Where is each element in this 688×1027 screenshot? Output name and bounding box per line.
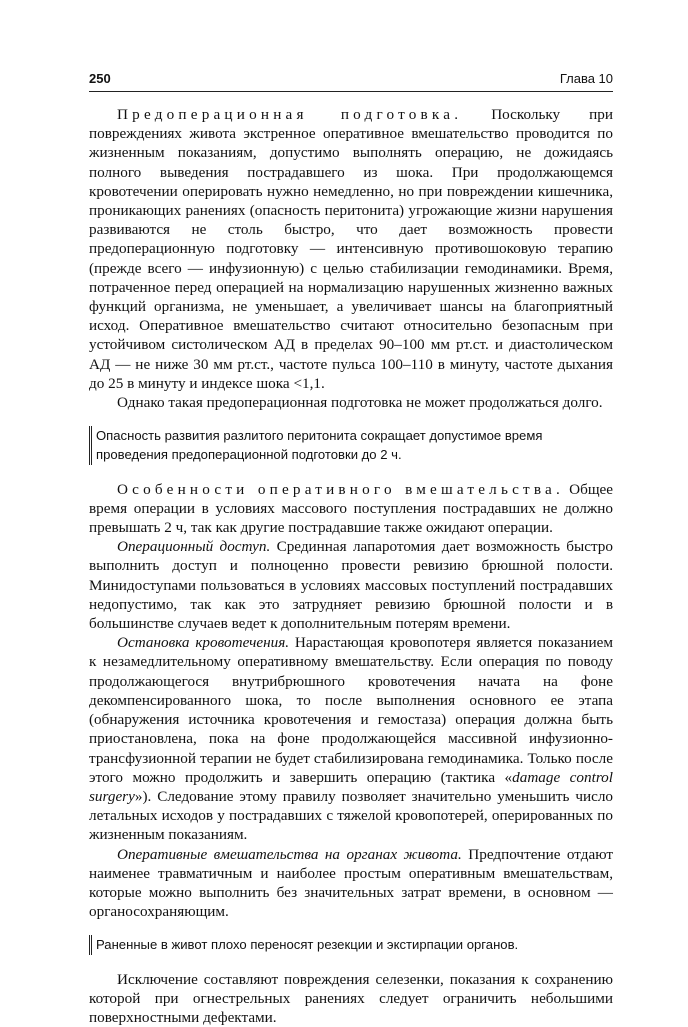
- paragraph-features: [89, 480, 613, 538]
- paragraph-text: Срединная лапаротомия дает возможность быстро выполнить доступ и полноценно провести ревизию брюшной полости. Минидоступами пользоваться в условиях массовых поступлений пострадавших недопустимо, так как это затрудняет ревизию брюшной полости и в большинстве случаев ведет к дополнительным потерям времени.: [89, 538, 613, 633]
- subheading-bleeding: Остановка кровотечения.: [117, 634, 290, 652]
- paragraph-bleeding: [89, 633, 613, 844]
- paragraph-access: [89, 537, 613, 633]
- subheading-organs: Оперативные вмешательства на органах живота.: [117, 845, 462, 863]
- term-damage-control: damage control surgery: [89, 768, 613, 805]
- paragraph-spleen: Исключение составляют повреждения селезенки, показания к сохранению которой при огнестрельных ранениях следует ограничить небольшими поверхностными дефектами.: [89, 970, 613, 1026]
- paragraph-text: Поскольку при повреждениях живота экстренное оперативное вмешательство проводится по жизненным показаниям, допустимо выполнять операцию, не дожидаясь полного выведения пострадавшего из шока. При продолжающемся кровотечении оперировать нужно немедленно, но при повреждении кишечника, проникающих ранениях (опасность перитонита) угрожающие жизни нарушения развиваются не столь быстро, что дает возможность провести предоперационную подготовку — интенсивную противошоковую терапию (прежде всего — инфузионную) с целью стабилизации гемодинамики. Время, потраченное перед операцией на нормализацию нарушенных жизненно важных функций организма, не уменьшает, а увеличивает шансы на благоприятный исход. Оперативное вмешательство считают относительно безопасным при устойчивом систолическом АД в пределах 90–100 мм рт.ст. и диастолическом АД — не ниже 30 мм рт.ст., частоте пульса 100–110 в минуту, частоте дыхания до 25 в минуту и индексе шока <1,1.: [89, 106, 613, 392]
- page-number: 250: [89, 71, 111, 86]
- paragraph-text: Нарастающая кровопотеря является показанием к незамедлительному оперативному вмешательству. Если операция по поводу продолжающегося внутрибрюшного кровотечения начата на фоне декомпенсированного шока, то после выполнения основного ее этапа (обнаружения источника кровотечения и гемостаза) операция должна быть приостановлена, пока на фоне продолжающейся массивной инфузионно-трансфузионной терапии не будет стабилизирована гемодинамика. Только после этого можно продолжить и завершить операцию (тактика «: [89, 634, 613, 786]
- paragraph-organs: [89, 845, 613, 922]
- page-header: [89, 71, 613, 89]
- subheading-access: Операционный доступ.: [117, 538, 271, 556]
- header-rule: [89, 91, 613, 92]
- paragraph-limit: Однако такая предоперационная подготовка не может продолжаться долго.: [117, 394, 603, 412]
- callout-note: Раненные в живот плохо переносят резекции и экстирпации органов.: [89, 935, 613, 954]
- chapter-title: Глава 10: [559, 71, 613, 86]
- page-body: [89, 105, 613, 1027]
- section-lead-features: Особенности оперативного вмешательства.: [117, 480, 564, 498]
- paragraph-text: »). Следование этому правилу позволяет значительно уменьшить число летальных исходов у пострадавших с тяжелой кровопотерей, оперированных по жизненным показаниям.: [89, 787, 613, 844]
- paragraph-text: Предпочтение отдают наименее травматичным и наиболее простым оперативным вмешательствам, которые можно выполнить без значительных затрат времени, в основном — органосохраняющим.: [89, 845, 613, 921]
- paragraph-text: Общее время операции в условиях массового поступления пострадавших не должно превышать 2 ч, так как другие пострадавшие также ожидают операции.: [89, 480, 614, 537]
- paragraph-preop: [89, 105, 613, 393]
- section-lead-preop: Предоперационная подготовка.: [117, 106, 463, 123]
- callout-note: Опасность развития разлитого перитонита сокращает допустимое время проведения предоперационной подготовки до 2 ч.: [89, 426, 613, 464]
